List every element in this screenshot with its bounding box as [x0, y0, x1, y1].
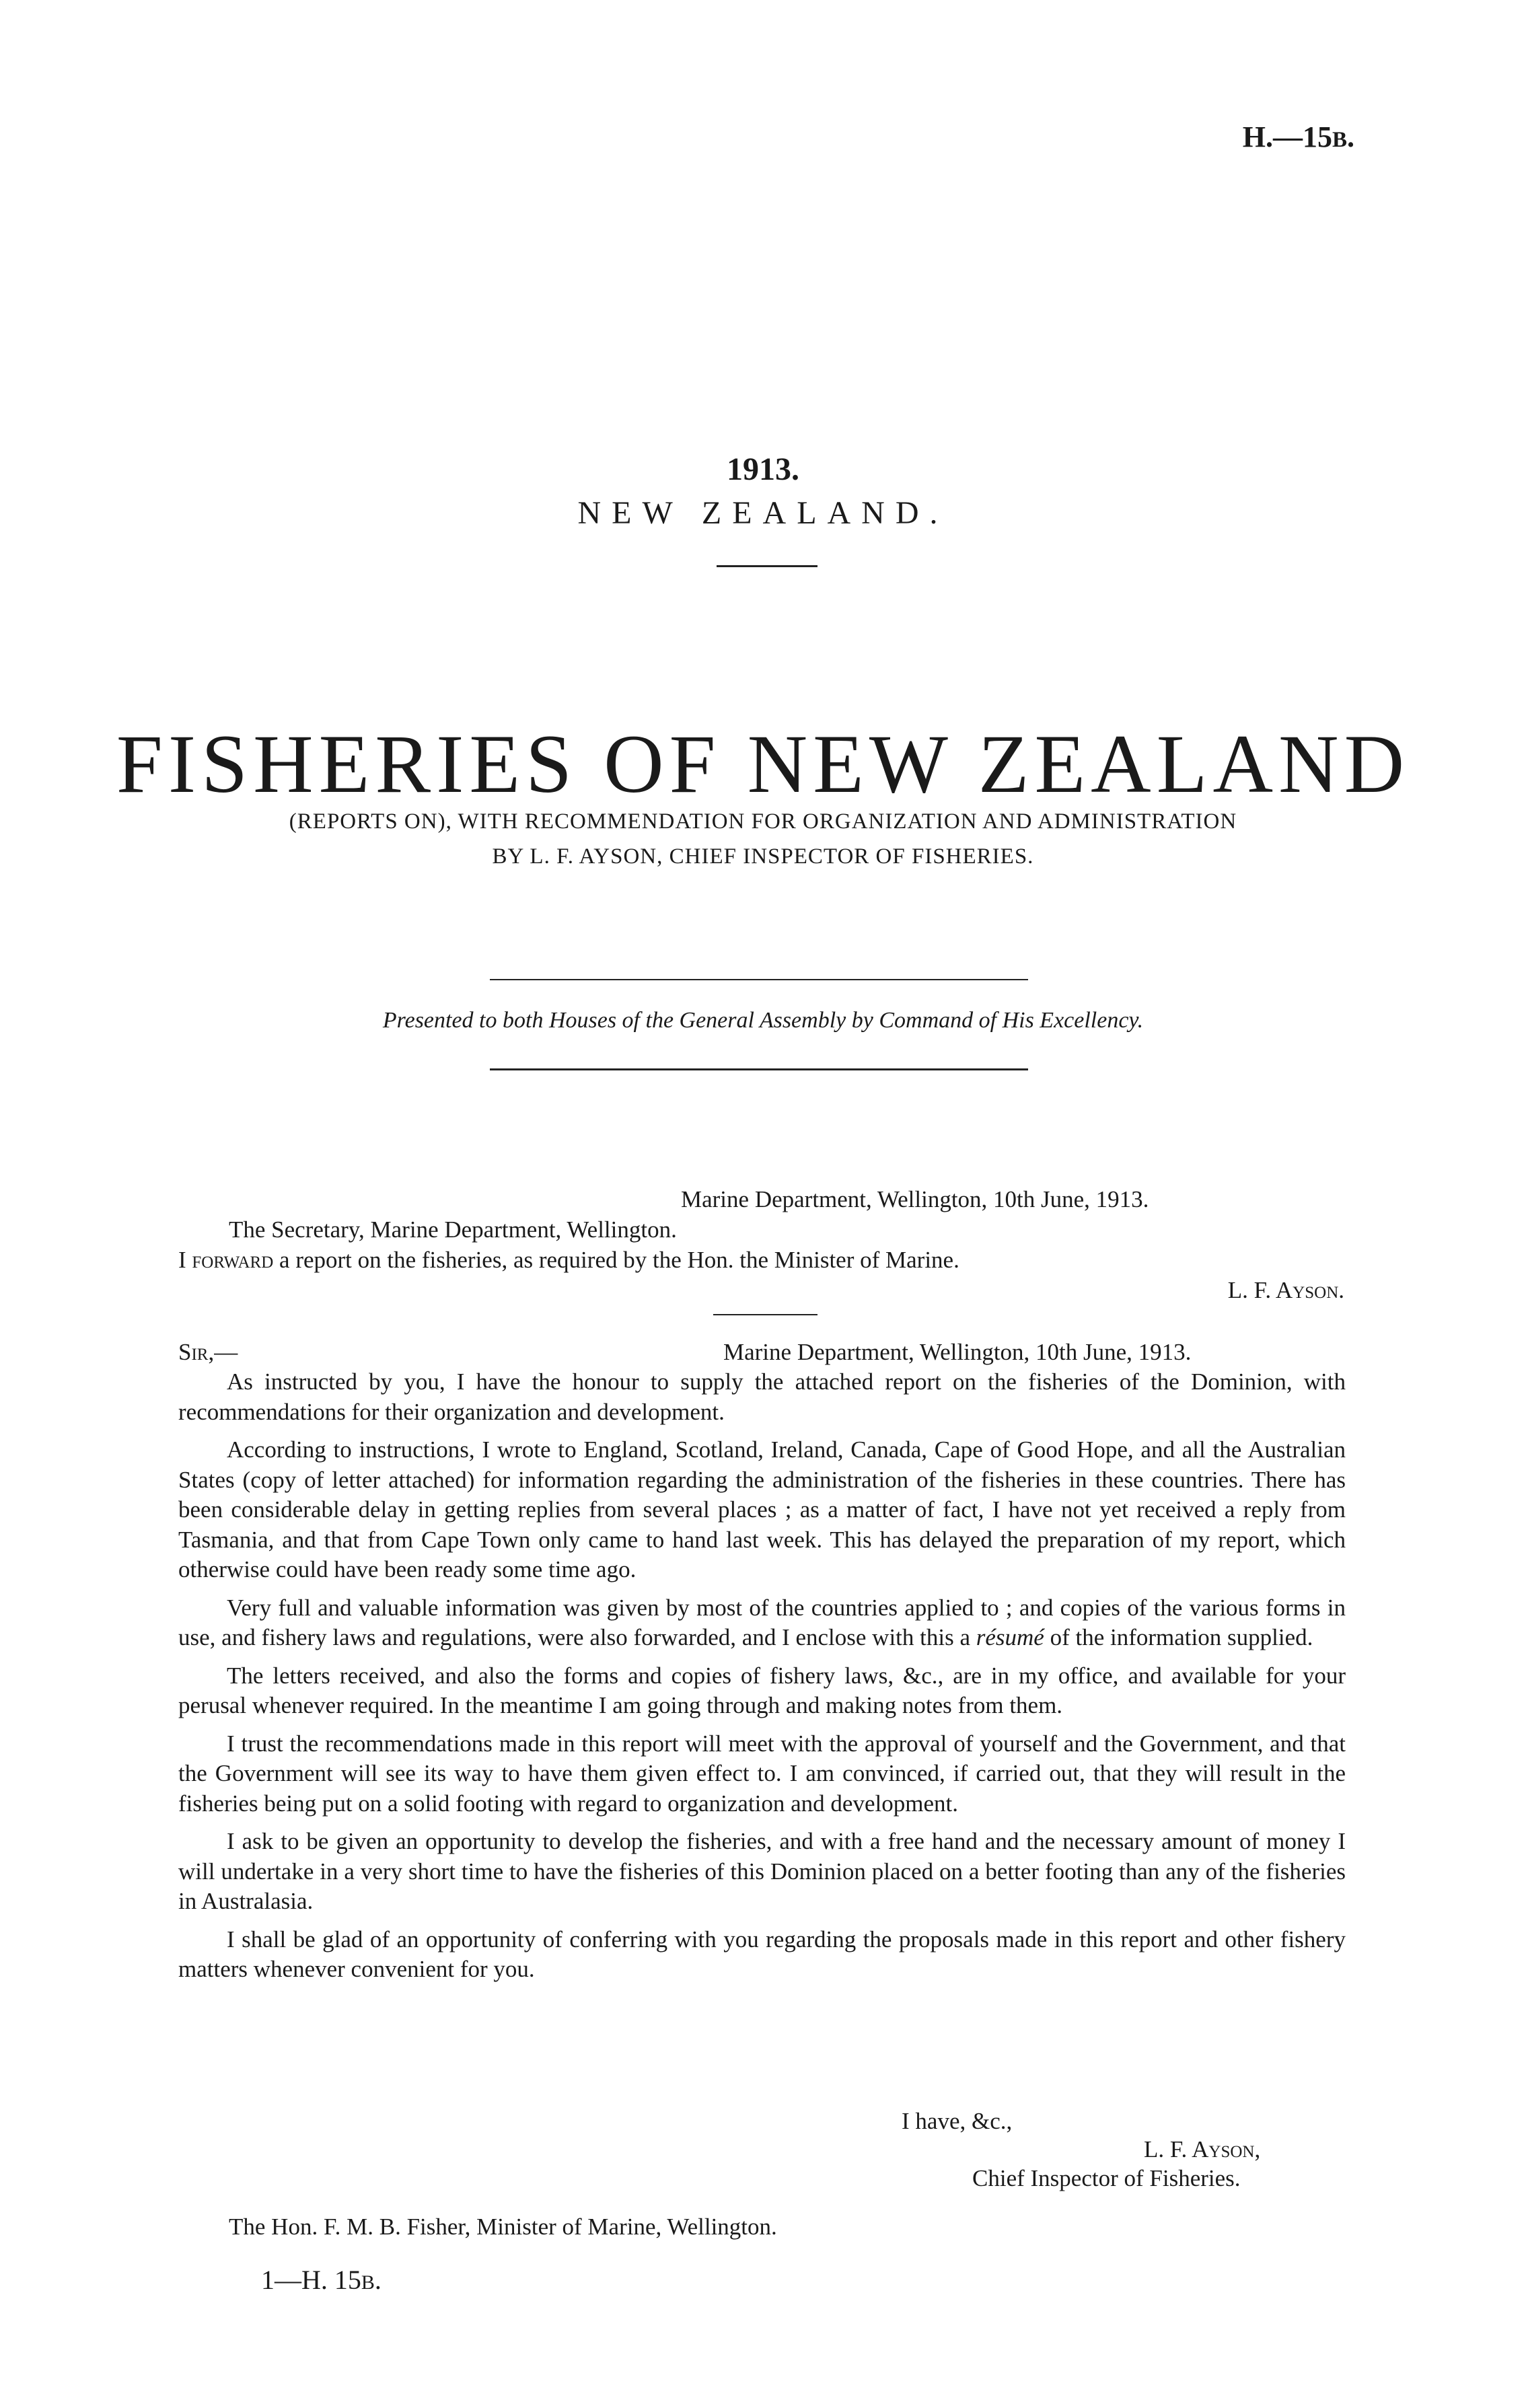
letter-paragraph: I trust the recommendations made in this report will meet with the approval of yourself and the Government, and that the Government will see its way to have them given effect to. I am convinced, if carried out, that they will result in the fisheries being put on a solid footing with regard to organization and development.	[178, 1730, 1346, 1817]
doc-ref-text: H.—15	[1242, 120, 1332, 153]
doc-ref-suffix: B	[1332, 128, 1347, 152]
letter-paragraph: According to instructions, I wrote to England, Scotland, Ireland, Canada, Cape of Good Hope, and all the Australian States (copy of letter attached) for information regarding the administration of the fisheries in these countries. There has been considerable delay in getting replies from several places ; as a matter of fact, I have not yet received a reply from Tasmania, and that from Cape Town only came to hand last week. This has delayed the preparation of my report, which otherwise could have been ready some time ago.	[178, 1436, 1346, 1582]
letter-paragraph: The letters received, and also the forms and copies of fishery laws, &c., are in my office, and available for your perusal whenever required. In the meantime I am going through and making notes from them.	[178, 1662, 1346, 1718]
italic-term: résumé	[976, 1624, 1044, 1650]
memo-body	[178, 1247, 959, 1274]
subtitle-line-2: BY L. F. AYSON, CHIEF INSPECTOR OF FISHERIES.	[492, 844, 1034, 869]
letter-paragraph	[178, 1593, 1346, 1653]
sheet-ref-suffix: B	[361, 2271, 375, 2294]
letter-dateline: Marine Department, Wellington, 10th June, 1913.	[723, 1339, 1192, 1365]
paragraph-tail: of the information supplied.	[1044, 1624, 1313, 1650]
memo-text: a report on the fisheries, as required by the Hon. the Minister of Marine.	[273, 1247, 959, 1273]
divider-rule	[713, 1314, 818, 1315]
letter-body	[178, 1367, 1346, 1993]
letter-paragraph: As instructed by you, I have the honour to supply the attached report on the fisheries of the Dominion, with recommendations for their organization and development.	[178, 1369, 1346, 1425]
document-reference	[1243, 120, 1354, 154]
sheet-ref-end: .	[374, 2265, 382, 2295]
memo-dateline: Marine Department, Wellington, 10th June, 1913.	[681, 1186, 1149, 1212]
memo-opening-word: I forward	[178, 1247, 274, 1273]
country-name: NEW ZEALAND.	[577, 495, 949, 531]
letter-recipient: The Hon. F. M. B. Fisher, Minister of Marine, Wellington.	[229, 2214, 777, 2240]
signature-title: Chief Inspector of Fisheries.	[972, 2165, 1241, 2191]
presented-statement: Presented to both Houses of the General Assembly by Command of His Excellency.	[382, 1008, 1144, 1033]
letter-closing: I have, &c.,	[902, 2108, 1013, 2134]
divider-rule	[490, 979, 1028, 980]
memo-signature: L. F. Ayson.	[1227, 1277, 1344, 1303]
letter-paragraph: I shall be glad of an opportunity of conferring with you regarding the proposals made in this report and other fishery matters whenever convenient for you.	[178, 1926, 1346, 1982]
sheet-reference	[261, 2264, 382, 2296]
year: 1913.	[727, 451, 799, 487]
letter-paragraph: I ask to be given an opportunity to develop the fisheries, and with a free hand and the necessary amount of money I will undertake in a very short time to have the fisheries of this Dominion placed on a better footing than any of the fisheries in Australasia.	[178, 1828, 1346, 1914]
document-title: FISHERIES OF NEW ZEALAND	[116, 718, 1410, 810]
subtitle-line-1: (REPORTS ON), WITH RECOMMENDATION FOR ORGANIZATION AND ADMINISTRATION	[289, 809, 1237, 834]
divider-rule	[717, 565, 818, 567]
letter-salutation: Sir,—	[178, 1339, 238, 1365]
sheet-ref-text: 1—H. 15	[261, 2265, 361, 2295]
doc-ref-end: .	[1347, 120, 1354, 153]
memo-addressee: The Secretary, Marine Department, Wellington.	[229, 1216, 677, 1243]
divider-rule	[490, 1068, 1028, 1070]
paragraph-text: Very full and valuable information was given by most of the countries applied to ; and copies of the various forms in use, and fishery laws and regulations, were also forwarded, and I enclose with this a	[178, 1594, 1346, 1650]
signature-name: L. F. Ayson,	[1144, 2136, 1261, 2162]
